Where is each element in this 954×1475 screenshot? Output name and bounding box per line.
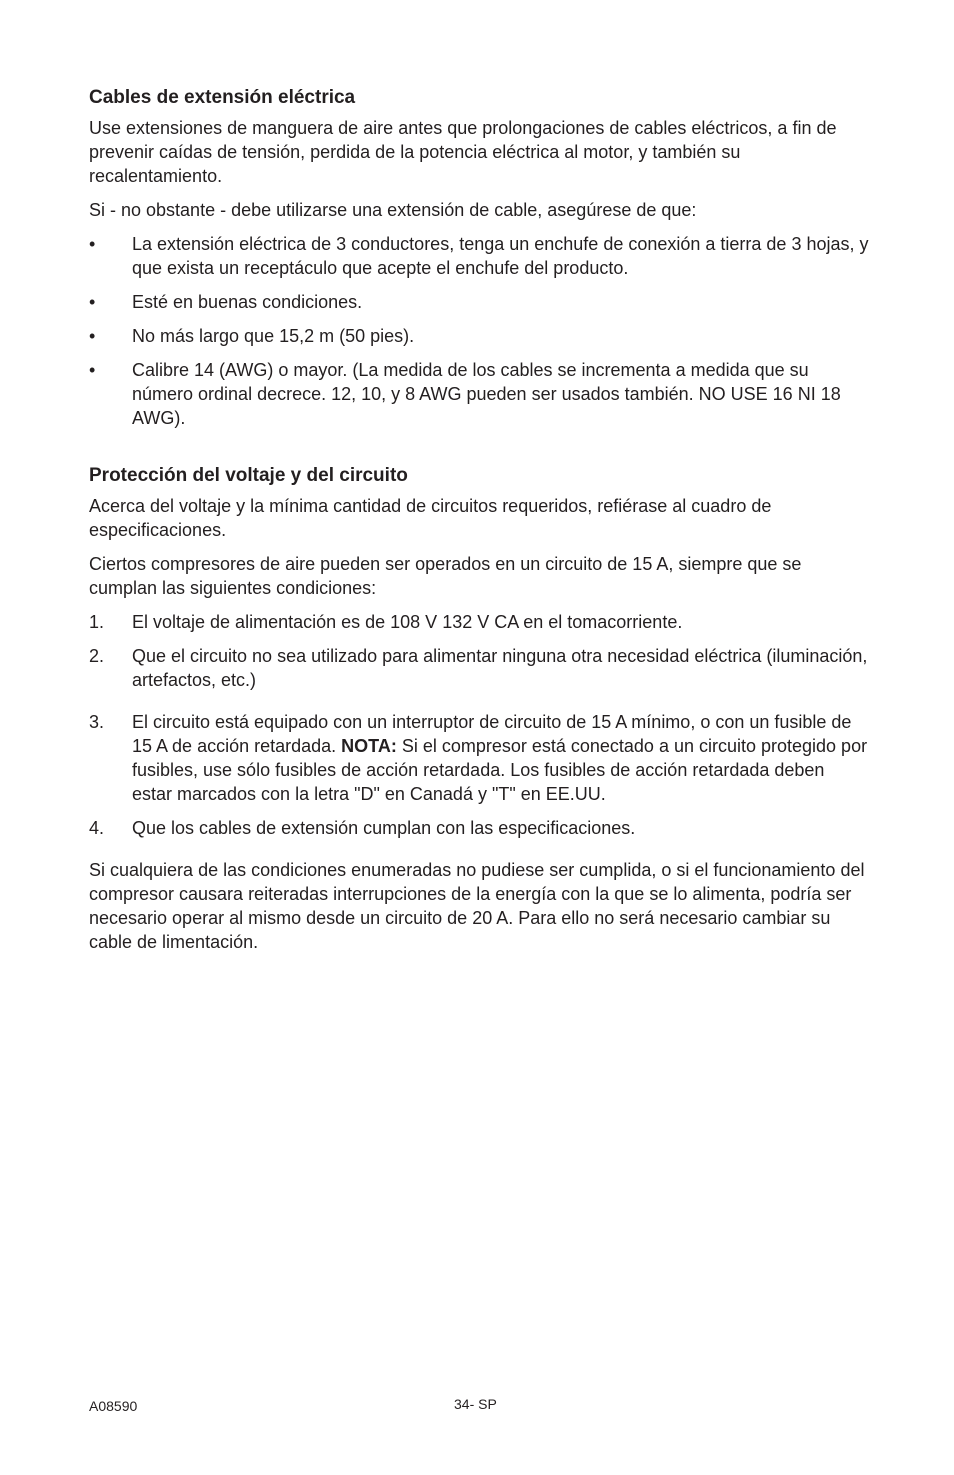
list-item-text bbox=[132, 710, 869, 806]
list-item-text: No más largo que 15,2 m (50 pies). bbox=[132, 326, 415, 346]
list-item bbox=[89, 710, 869, 806]
page-number: 34- SP bbox=[454, 1396, 497, 1412]
list-item bbox=[89, 816, 869, 840]
list-number: 1. bbox=[89, 612, 105, 632]
list-item-text: Que los cables de extensión cumplan con las especificaciones. bbox=[132, 818, 636, 838]
bullet-marker: • bbox=[89, 234, 96, 254]
paragraph-voltage-conditions: Ciertos compresores de aire pueden ser operados en un circuito de 15 A, siempre que se cumplan las siguientes condiciones: bbox=[89, 554, 802, 598]
list-item-text: Esté en buenas condiciones. bbox=[132, 292, 363, 312]
section-heading-extension-cables: Cables de extensión eléctrica bbox=[89, 87, 356, 108]
numbered-list-circuit-conditions bbox=[89, 610, 869, 840]
section-spacer bbox=[89, 440, 869, 464]
list-number: 3. bbox=[89, 712, 105, 732]
list-item bbox=[89, 232, 869, 280]
page-content bbox=[89, 86, 869, 964]
list-item-text-part: Si el compresor está conectado a un circuito protegido por fusibles, use sólo fusibles de acción retardada. Los fusibles de acción retardada deben estar marcados con la letra "D" en Canadá y "T" en EE.UU. bbox=[132, 736, 868, 804]
document-code: A08590 bbox=[89, 1398, 138, 1414]
list-number: 2. bbox=[89, 646, 105, 666]
section-spacer bbox=[89, 850, 869, 858]
list-item bbox=[89, 358, 869, 430]
list-item-text: El voltaje de alimentación es de 108 V 132 V CA en el tomacorriente. bbox=[132, 612, 683, 632]
list-item-text-part: El circuito está equipado con un interruptor de circuito de 15 A mínimo, o con un fusible de 15 A de acción retardada. bbox=[132, 712, 852, 756]
list-number: 4. bbox=[89, 818, 105, 838]
list-item-text: La extensión eléctrica de 3 conductores, tenga un enchufe de conexión a tierra de 3 hojas, y que exista un receptáculo que acepte el enchufe del producto. bbox=[132, 234, 869, 278]
list-spacer bbox=[89, 702, 869, 710]
paragraph-voltage-intro: Acerca del voltaje y la mínima cantidad de circuitos requeridos, refiérase al cuadro de especificaciones. bbox=[89, 496, 772, 540]
paragraph-extension-intro: Use extensiones de manguera de aire antes que prolongaciones de cables eléctricos, a fin de prevenir caídas de tensión, perdida de la potencia eléctrica al motor, y también su recalentamiento. bbox=[89, 118, 837, 186]
paragraph-voltage-closing: Si cualquiera de las condiciones enumeradas no pudiese ser cumplida, o si el funcionamiento del compresor causara reiteradas interrupciones de la energía con la que se lo alimenta, podría ser necesario operar al mismo desde un circuito de 20 A. Para ello no será necesario cambiar su cable de limentación. bbox=[89, 860, 865, 952]
list-item bbox=[89, 644, 869, 692]
list-item-text: Calibre 14 (AWG) o mayor. (La medida de los cables se incrementa a medida que su número ordinal decrece. 12, 10, y 8 AWG pueden ser usados también. NO USE 16 NI 18 AWG). bbox=[132, 360, 841, 428]
list-item bbox=[89, 290, 869, 314]
section-heading-voltage-protection: Protección del voltaje y del circuito bbox=[89, 465, 408, 486]
note-label: NOTA: bbox=[341, 736, 397, 756]
list-item-text: Que el circuito no sea utilizado para alimentar ninguna otra necesidad eléctrica (iluminación, artefactos, etc.) bbox=[132, 646, 868, 690]
bullet-marker: • bbox=[89, 326, 96, 346]
list-item bbox=[89, 324, 869, 348]
bullet-marker: • bbox=[89, 360, 96, 380]
list-item bbox=[89, 610, 869, 634]
bullet-list-extension-requirements bbox=[89, 232, 869, 430]
bullet-marker: • bbox=[89, 292, 96, 312]
paragraph-extension-conditions: Si - no obstante - debe utilizarse una extensión de cable, asegúrese de que: bbox=[89, 200, 697, 220]
